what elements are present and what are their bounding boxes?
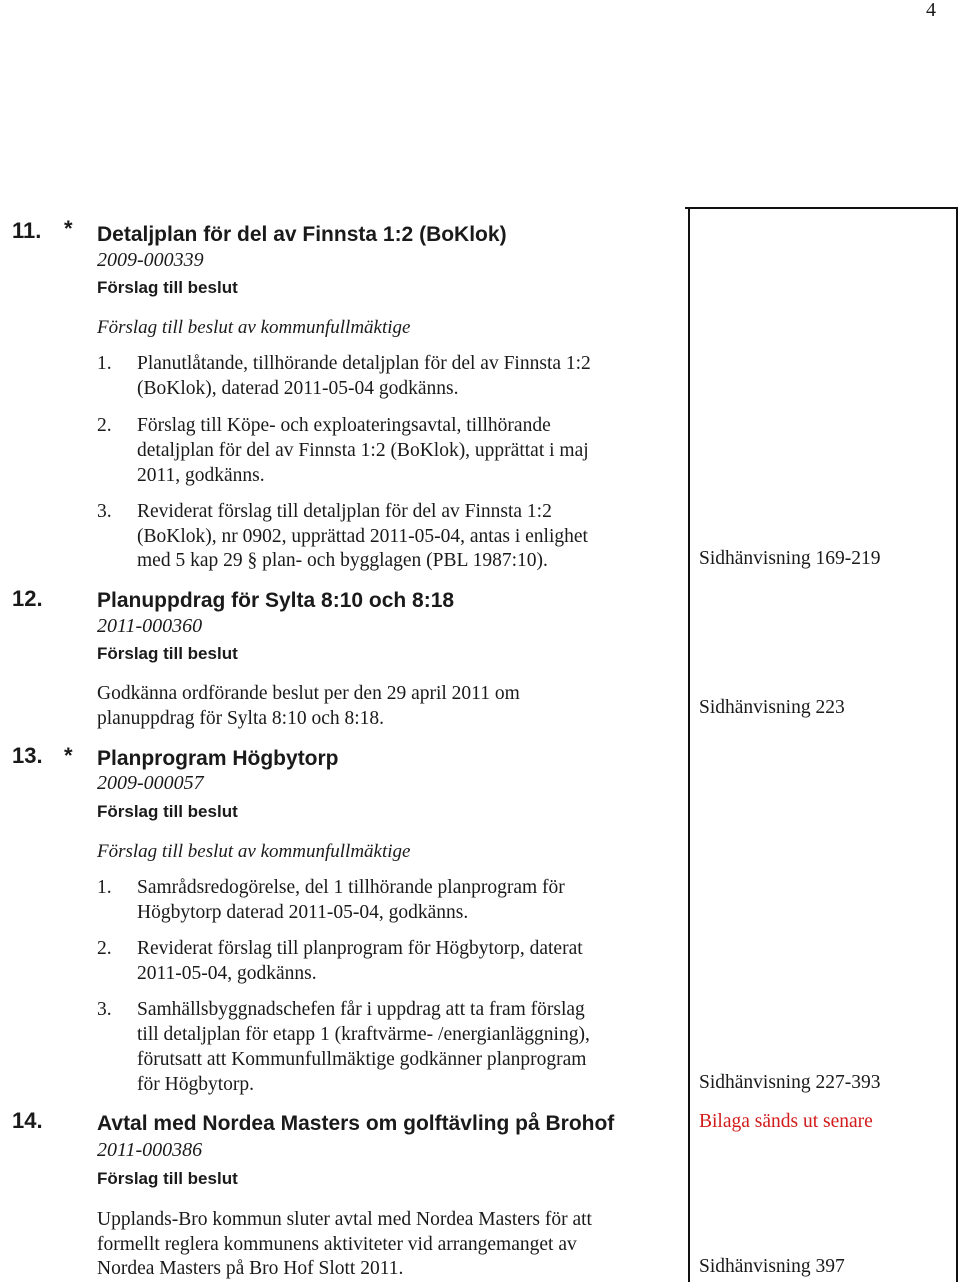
case-number: 2009-000339 [97, 249, 204, 271]
point-number: 2. [97, 938, 112, 959]
reference-column-top-border [685, 207, 958, 209]
item-title: Planuppdrag för Sylta 8:10 och 8:18 [97, 589, 455, 612]
body-text: Nordea Masters på Bro Hof Slott 2011. [97, 1258, 404, 1279]
page-reference: Sidhänvisning 397 [699, 1256, 845, 1277]
point-text: 2011-05-04, godkänns. [137, 963, 317, 984]
point-text: Samrådsredogörelse, del 1 tillhörande planprogram för [137, 877, 565, 898]
body-text: Upplands-Bro kommun sluter avtal med Nordea Masters för att [97, 1209, 592, 1230]
point-number: 1. [97, 353, 112, 374]
point-text: Reviderat förslag till detaljplan för del av Finnsta 1:2 [137, 501, 552, 522]
case-number: 2011-000386 [97, 1139, 203, 1161]
point-text: med 5 kap 29 § plan- och bygglagen (PBL 1987:10). [137, 550, 548, 571]
point-number: 2. [97, 415, 112, 436]
item-title: Avtal med Nordea Masters om golftävling på Brohof [97, 1112, 615, 1135]
item-number: 12. [12, 586, 43, 611]
attachment-note: Bilaga sänds ut senare [699, 1111, 873, 1132]
council-proposal-label: Förslag till beslut av kommunfullmäktige [97, 317, 411, 338]
proposal-label: Förslag till beslut [97, 644, 238, 663]
proposal-label: Förslag till beslut [97, 802, 238, 821]
item-number: 14. [12, 1108, 43, 1133]
body-text: formellt reglera kommunens aktiviteter vid arrangemanget av [97, 1234, 577, 1255]
point-text: Reviderat förslag till planprogram för Högbytorp, daterat [137, 938, 583, 959]
proposal-label: Förslag till beslut [97, 1169, 238, 1188]
page-reference: Sidhänvisning 169-219 [699, 548, 881, 569]
council-proposal-label: Förslag till beslut av kommunfullmäktige [97, 841, 411, 862]
point-text: 2011, godkänns. [137, 465, 265, 486]
point-text: (BoKlok), nr 0902, upprättad 2011-05-04, antas i enlighet [137, 526, 588, 547]
item-title: Detaljplan för del av Finnsta 1:2 (BoKlok) [97, 223, 507, 246]
point-number: 3. [97, 999, 112, 1020]
body-text: Godkänna ordförande beslut per den 29 april 2011 om [97, 683, 520, 704]
point-text: Planutlåtande, tillhörande detaljplan för del av Finnsta 1:2 [137, 353, 591, 374]
point-number: 3. [97, 501, 112, 522]
page-reference: Sidhänvisning 227-393 [699, 1072, 881, 1093]
page-reference: Sidhänvisning 223 [699, 697, 845, 718]
body-text: planuppdrag för Sylta 8:10 och 8:18. [97, 708, 385, 729]
item-title: Planprogram Högbytorp [97, 747, 339, 770]
proposal-label: Förslag till beslut [97, 278, 238, 297]
case-number: 2009-000057 [97, 772, 204, 794]
star-marker: * [64, 216, 73, 241]
item-number: 11. [12, 218, 42, 243]
point-text: förutsatt att Kommunfullmäktige godkänner planprogram [137, 1049, 587, 1070]
reference-column-right-border [956, 207, 958, 1282]
page-number: 4 [926, 0, 936, 21]
item-number: 13. [12, 743, 43, 768]
point-text: Högbytorp daterad 2011-05-04, godkänns. [137, 902, 469, 923]
point-text: till detaljplan för etapp 1 (kraftvärme- /energianläggning), [137, 1024, 590, 1045]
point-text: Samhällsbyggnadschefen får i uppdrag att ta fram förslag [137, 999, 585, 1020]
star-marker: * [64, 743, 73, 768]
reference-column-left-border [688, 207, 690, 1282]
point-text: för Högbytorp. [137, 1074, 254, 1095]
point-text: Förslag till Köpe- och exploateringsavtal, tillhörande [137, 415, 551, 436]
point-number: 1. [97, 877, 112, 898]
case-number: 2011-000360 [97, 615, 203, 637]
point-text: detaljplan för del av Finnsta 1:2 (BoKlok), upprättat i maj [137, 440, 589, 461]
point-text: (BoKlok), daterad 2011-05-04 godkänns. [137, 378, 459, 399]
